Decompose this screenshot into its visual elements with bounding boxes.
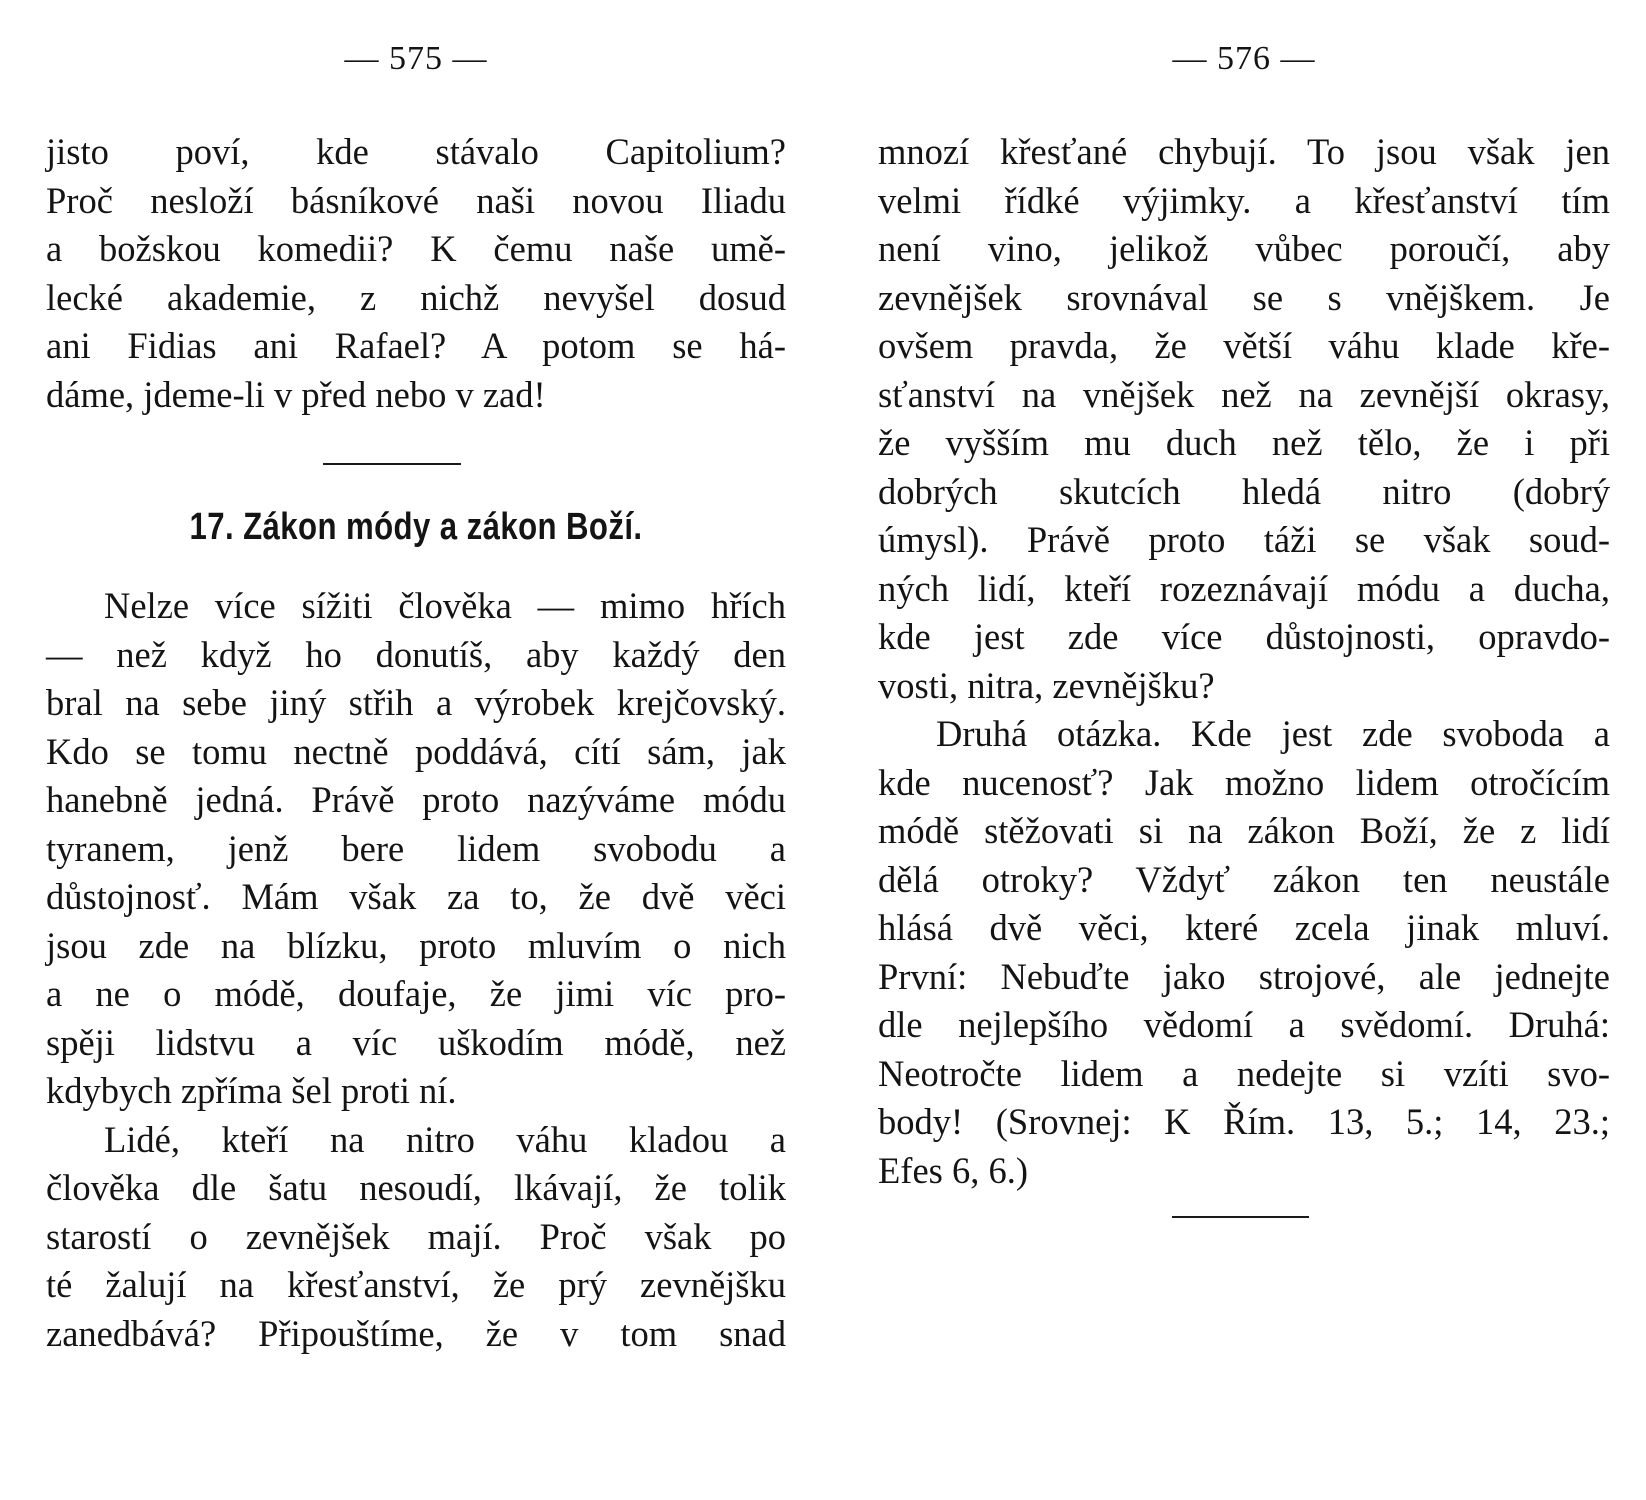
left-page bbox=[46, 0, 786, 1500]
text-line: úmysl). Právě proto táži se však soud- bbox=[878, 519, 1610, 560]
text-line: a božskou komedii? K čemu naše umě- bbox=[46, 228, 786, 269]
text-line: Druhá otázka. Kde jest zde svoboda a bbox=[936, 713, 1610, 754]
text-line: tyranem, jenž bere lidem svobodu a bbox=[46, 827, 786, 869]
text-line: módě stěžovati si na zákon Boží, že z lidí bbox=[878, 810, 1610, 851]
text-line: dělá otroky? Vždyť zákon ten neustále bbox=[878, 858, 1610, 900]
text-line: kdybych zpříma šel proti ní. bbox=[46, 1070, 457, 1111]
text-line: člověka dle šatu nesoudí, lkávají, že tolik bbox=[46, 1167, 786, 1208]
text-line: Neotročte lidem a nedejte si vzíti svo- bbox=[878, 1052, 1610, 1094]
text-line: kde jest zde více důstojnosti, opravdo- bbox=[878, 616, 1610, 657]
text-line: body! (Srovnej: K Řím. 13, 5.; 14, 23.; bbox=[878, 1101, 1610, 1142]
text-line: — než když ho donutíš, aby každý den bbox=[46, 633, 786, 675]
text-line: velmi řídké výjimky. a křesťanství tím bbox=[878, 179, 1610, 221]
text-line: zanedbává? Připouštíme, že v tom snad bbox=[46, 1312, 786, 1354]
section-divider bbox=[323, 463, 461, 465]
text-line: jsou zde na blízku, proto mluvím o nich bbox=[46, 924, 786, 966]
text-line: Proč nesloží básníkové naši novou Iliadu bbox=[46, 179, 786, 221]
text-line: že vyšším mu duch než tělo, že i při bbox=[878, 422, 1610, 463]
text-line: Kdo se tomu nectně poddává, cítí sám, jak bbox=[46, 730, 786, 772]
text-line: mnozí křesťané chybují. To jsou však jen bbox=[878, 131, 1610, 172]
left-page-top-paragraph bbox=[46, 128, 786, 419]
text-line: není vino, jelikož vůbec poroučí, aby bbox=[878, 228, 1610, 269]
end-divider bbox=[1172, 1216, 1309, 1218]
text-line: té žalují na křesťanství, že prý zevnějšku bbox=[46, 1264, 786, 1305]
text-line: hlásá dvě věci, které zcela jinak mluví. bbox=[878, 907, 1610, 948]
text-line: ani Fidias ani Rafael? A potom se há- bbox=[46, 325, 786, 366]
text-line: bral na sebe jiný střih a výrobek krejčovský. bbox=[46, 682, 786, 723]
text-line: lecké akademie, z nichž nevyšel dosud bbox=[46, 276, 786, 318]
text-line: kde nucenosť? Jak možno lidem otročícím bbox=[878, 761, 1610, 803]
text-line: jisto poví, kde stávalo Capitolium? bbox=[46, 131, 786, 172]
page-number-left: — 575 — bbox=[344, 40, 488, 77]
text-line: dáme, jdeme-li v před nebo v zad! bbox=[46, 373, 546, 415]
section-heading: 17. Zákon módy a zákon Boží. bbox=[189, 506, 643, 548]
text-line: zevnějšek srovnával se s vnějškem. Je bbox=[878, 276, 1610, 318]
text-line: dle nejlepšího vědomí a svědomí. Druhá: bbox=[878, 1004, 1610, 1045]
text-line: starostí o zevnějšek mají. Proč však po bbox=[46, 1215, 786, 1257]
right-page-body bbox=[878, 128, 1610, 1195]
right-page bbox=[878, 0, 1610, 1500]
left-page-body bbox=[46, 582, 786, 1358]
text-line: a ne o módě, doufaje, že jimi víc pro- bbox=[46, 973, 786, 1014]
text-line: spěji lidstvu a víc uškodím módě, než bbox=[46, 1021, 786, 1063]
text-line: ovšem pravda, že větší váhu klade kře- bbox=[878, 325, 1610, 366]
text-line: ných lidí, kteří rozeznávají módu a ducha, bbox=[878, 567, 1610, 609]
text-line: dobrých skutcích hledá nitro (dobrý bbox=[878, 470, 1610, 512]
text-line: hanebně jedná. Právě proto nazýváme módu bbox=[46, 779, 786, 820]
text-line: Efes 6, 6.) bbox=[878, 1149, 1029, 1191]
text-line: vosti, nitra, zevnějšku? bbox=[878, 664, 1215, 706]
text-line: důstojnosť. Mám však za to, že dvě věci bbox=[46, 876, 786, 917]
page-number-right: — 576 — bbox=[1172, 40, 1316, 77]
text-line: Lidé, kteří na nitro váhu kladou a bbox=[104, 1118, 786, 1160]
text-line: Nelze více sížiti člověka — mimo hřích bbox=[104, 585, 786, 626]
text-line: První: Nebuďte jako strojové, ale jednejte bbox=[878, 955, 1610, 997]
text-line: sťanství na vnějšek než na zevnější okrasy, bbox=[878, 373, 1610, 415]
